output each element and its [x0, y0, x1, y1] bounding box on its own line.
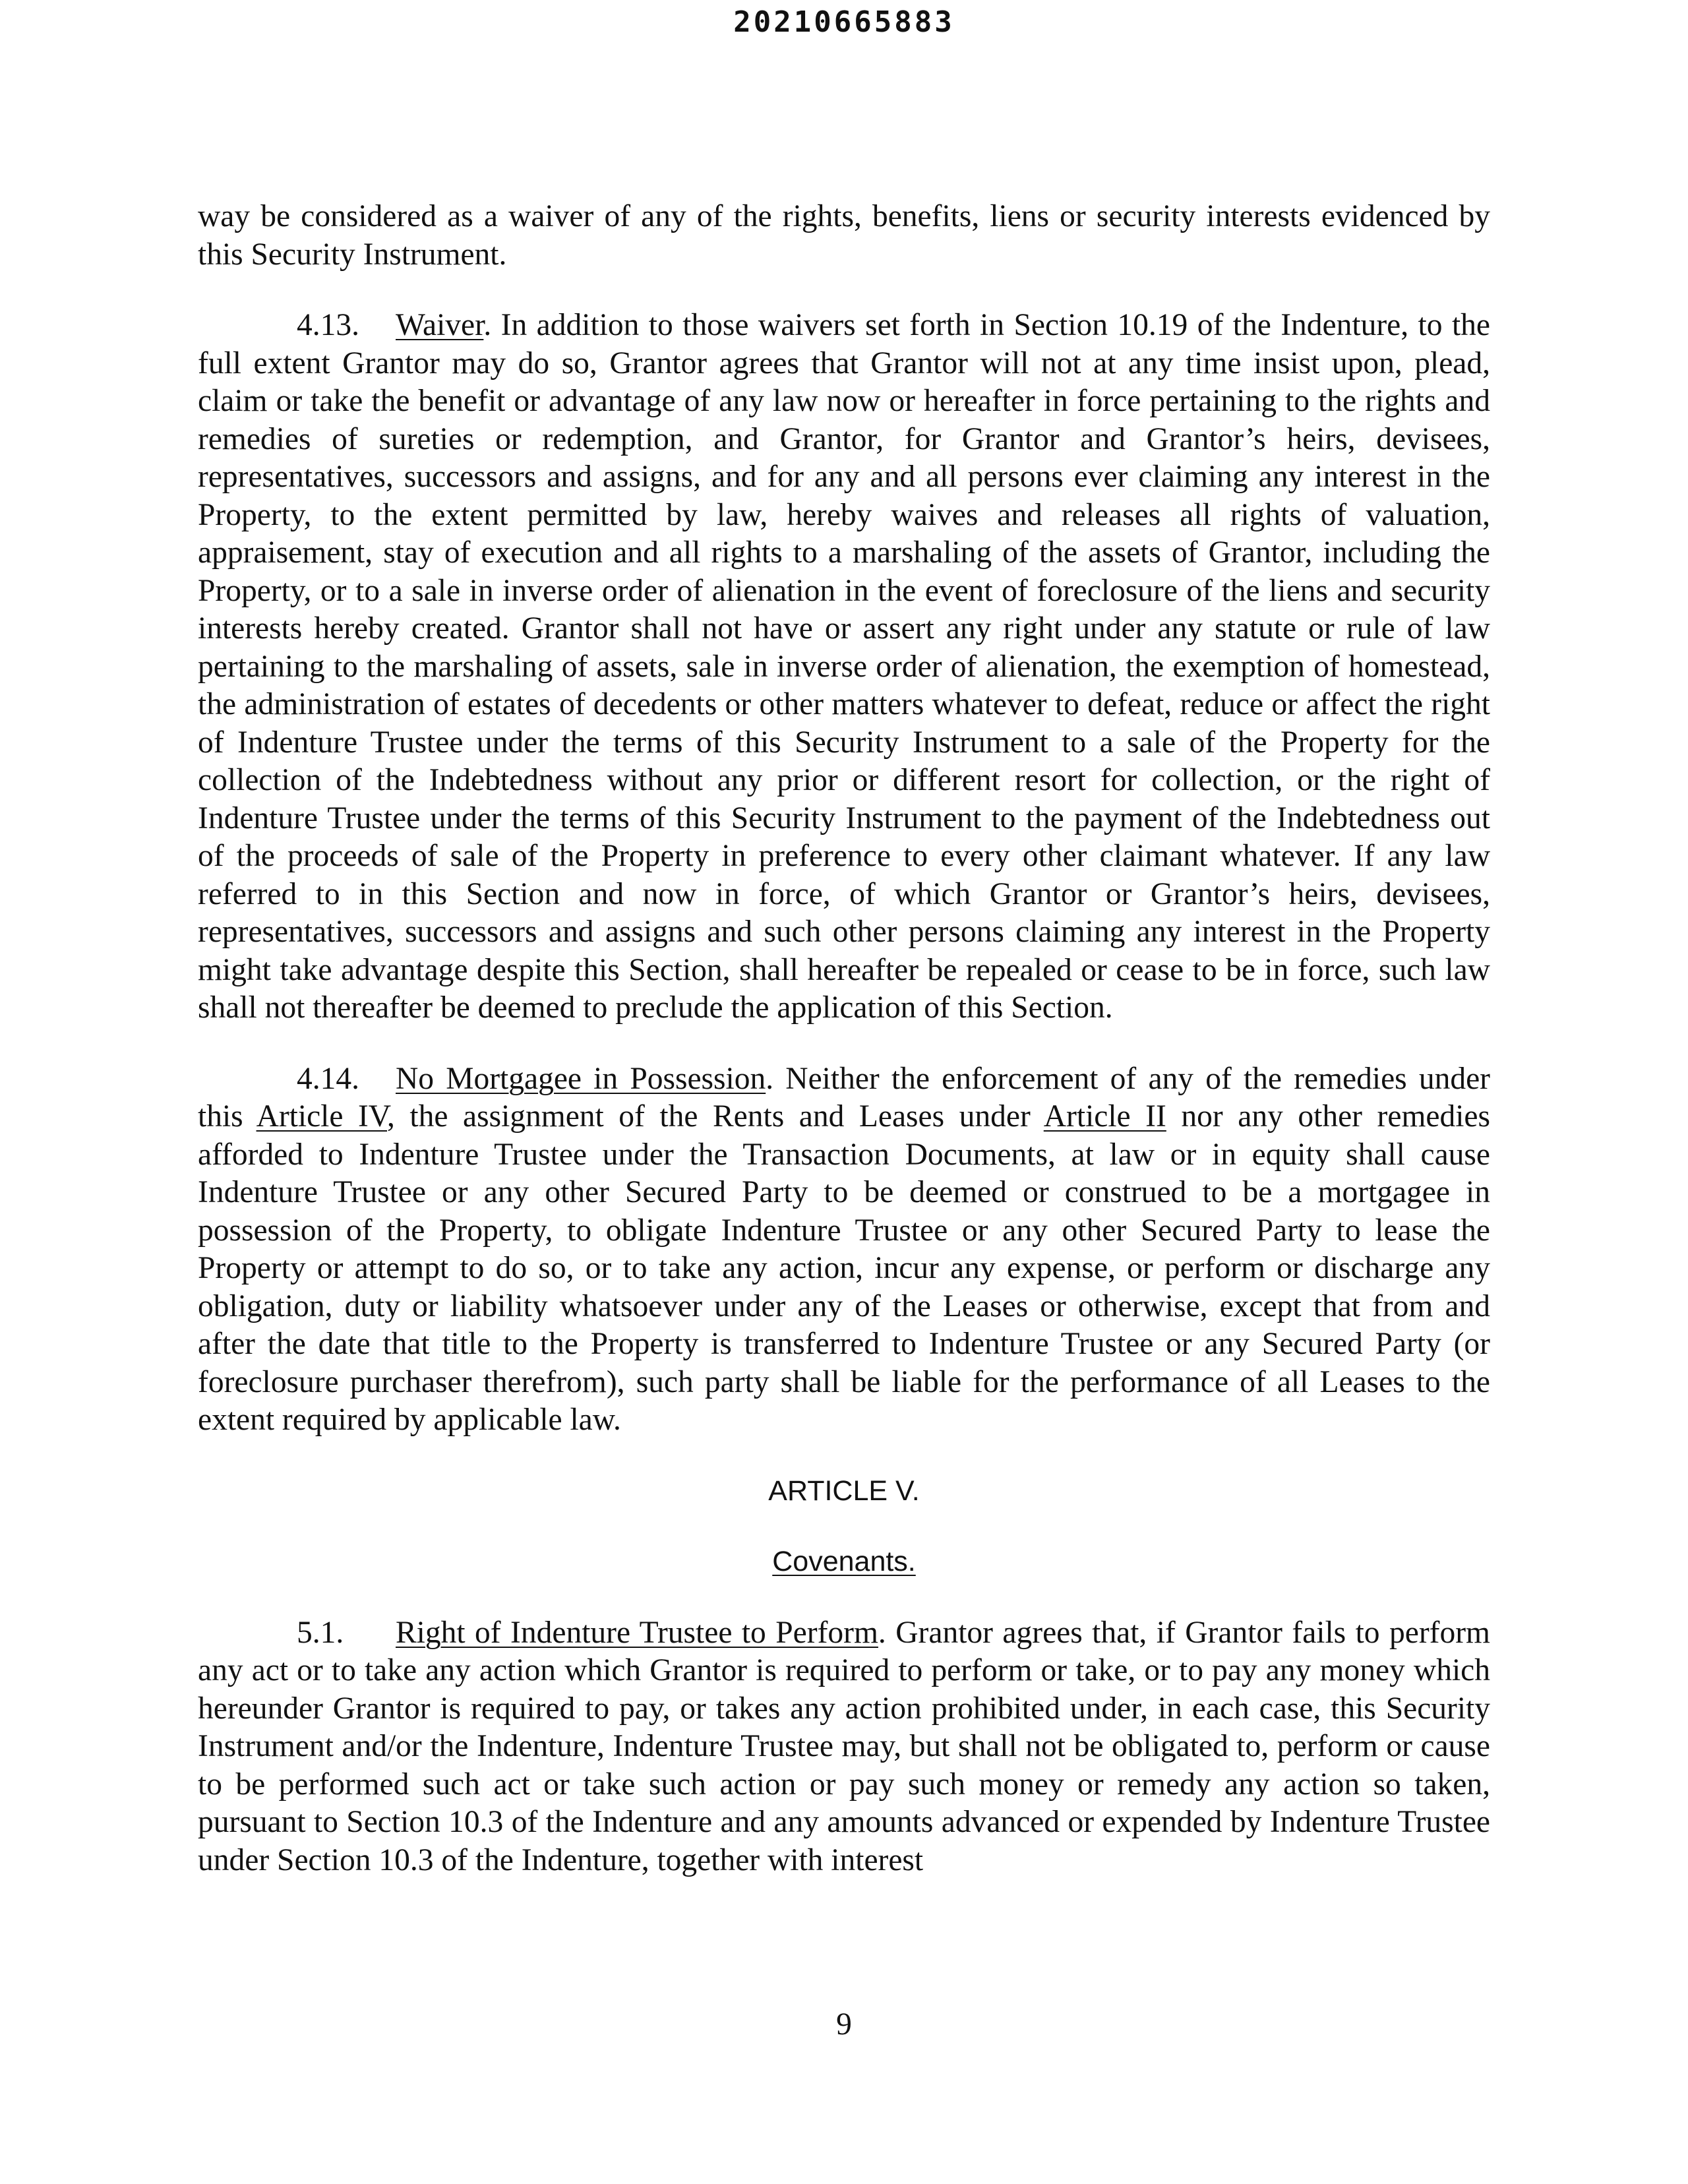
paragraph-continuation: way be considered as a waiver of any of the rights, benefits, liens or security interests evidenced by this Security Instrument.	[198, 199, 1490, 272]
article-heading: ARTICLE V.	[768, 1474, 920, 1507]
section-4-14-no-mortgagee	[198, 1060, 1490, 1440]
page-number: 9	[836, 2007, 852, 2042]
section-5-1-right-to-perform	[198, 1614, 1490, 1880]
article-reference: Article II	[1043, 1099, 1166, 1134]
section-text: , the assignment of the Rents and Leases under	[387, 1099, 1044, 1134]
section-text: nor any other remedies afforded to Indenture Trustee under the Transaction Documents, at law or in equity shall cause Indenture Trustee or any other Secured Party to be deemed or construed to be a mortgagee in possession of the Property, to obligate Indenture Trustee or any other Secured Party to lease the Property or attempt to do so, or to take any action, incur any expense, or perform or discharge any obligation, duty or liability whatsoever under any of the Leases or otherwise, except that from and after the date that title to the Property is transferred to Indenture Trustee or any Secured Party (or foreclosure purchaser therefrom), such party shall be liable for the performance of all Leases to the extent required by applicable law.	[198, 1099, 1490, 1437]
section-title: Waiver	[396, 308, 484, 342]
section-text: . Neither the enforcement of any of the remedies under this	[198, 1061, 1490, 1134]
section-text: . In addition to those waivers set forth in Section 10.19 of the Indenture, to the full extent Grantor may do so, Grantor agrees that Grantor will not at any time insist upon, plead, claim or take the benefit or advantage of any law now or hereafter in force pertaining to the rights and remedies of sureties or redemption, and Grantor, for Grantor and Grantor’s heirs, devisees, representatives, successors and assigns, and for any and all persons ever claiming any interest in the Property, to the extent permitted by law, hereby waives and releases all rights of valuation, appraisement, stay of execution and all rights to a marshaling of the assets of Grantor, including the Property, or to a sale in inverse order of alienation in the event of foreclosure of the liens and security interests hereby created. Grantor shall not have or assert any right under any statute or rule of law pertaining to the marshaling of assets, sale in inverse order of alienation, the exemption of homestead, the administration of estates of decedents or other matters whatever to defeat, reduce or affect the right of Indenture Trustee under the terms of this Security Instrument to a sale of the Property for the collection of the Indebtedness without any prior or different resort for collection, or the right of Indenture Trustee under the terms of this Security Instrument to the payment of the Indebtedness out of the proceeds of sale of the Property in preference to every other claimant whatever. If any law referred to in this Section and now in force, of which Grantor or Grantor’s heirs, devisees, representatives, successors and assigns and such other persons claiming any interest in the Property might take advantage despite this Section, shall hereafter be repealed or cease to be in force, such law shall not thereafter be deemed to preclude the application of this Section.	[198, 308, 1490, 1025]
section-number: 4.13.	[297, 308, 359, 342]
section-4-13-waiver	[198, 307, 1490, 1027]
article-subheading	[198, 1543, 1490, 1581]
article-subheading-text: Covenants.	[772, 1546, 916, 1577]
article-reference: Article IV	[256, 1099, 387, 1134]
section-number: 4.14.	[297, 1061, 359, 1096]
document-number: 20210665883	[733, 5, 955, 39]
section-text: . Grantor agrees that, if Grantor fails to perform any act or to take any action which Grantor is required to perform or take, or to pay any money which hereunder Grantor is required to pay, or takes any action prohibited under, in each case, this Security Instrument and/or the Indenture, Indenture Trustee may, but shall not be obligated to, perform or cause to be performed such act or take such action or pay such money or remedy any action so taken, pursuant to Section 10.3 of the Indenture and any amounts advanced or expended by Indenture Trustee under Section 10.3 of the Indenture, together with interest	[198, 1615, 1490, 1877]
document-body	[198, 198, 1490, 1879]
section-number: 5.1.	[297, 1615, 344, 1650]
section-title: Right of Indenture Trustee to Perform	[396, 1615, 878, 1650]
section-title: No Mortgagee in Possession	[396, 1061, 766, 1096]
